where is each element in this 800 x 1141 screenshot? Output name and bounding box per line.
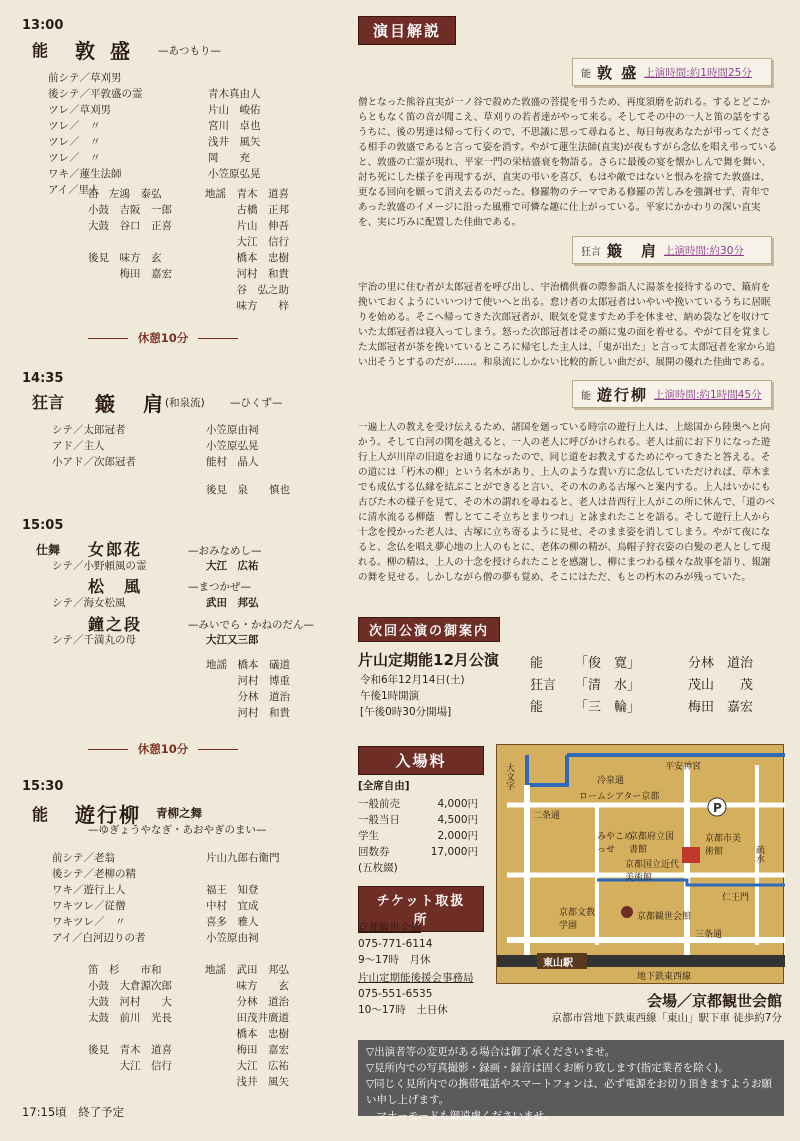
cast-role: シテ／小野頼風の霊 xyxy=(52,560,147,572)
hayashi-list: 笛 杉 市和 小鼓 大倉源次郎 大鼓 河村 大 太鼓 前川 光長 後見 青木 道喜 大江 信行 xyxy=(88,964,172,1072)
cast-row: ツレ／ 〃 宮川 卓也 xyxy=(48,120,261,132)
play-title-atsumori: 敦 盛 xyxy=(75,39,134,63)
next-open: 午後1時開演 xyxy=(360,690,420,702)
next-gate: [午後0時30分開場] xyxy=(360,706,452,718)
tickets-header: チケット取扱所 xyxy=(358,886,484,932)
play-reading: —あつもり— xyxy=(158,45,221,57)
play-title: 鐘之段 xyxy=(88,615,143,634)
kind-noh: 能 xyxy=(32,805,49,824)
map-label: 冷泉通 xyxy=(597,776,625,786)
next-date: 令和6年12月14日(土) xyxy=(360,674,465,686)
desc-atsumori: 僧となった熊谷直実が一ノ谷で殺めた敦盛の菩提を弔うため、再度須磨を訪れる。するとどこからともなく笛の音が聞こえ、草刈りの若者達がやって来る。そしてその中の一人と笛の話をするうちに、後の男達は帰って行くので、不思議に思って尋ねると、毎日毎夜あなたが弔ってくださる相手の敦盛であると言って姿を消す。やがて蓮生法師(直実)が夜もすがら念仏を唱え弔っていると、敦盛の亡霊が現れ、平家一門の栄枯盛衰を物語る。さらに最後の宴を懐かしんで舞を舞い、討ち死にした様子を再現するが、直実の弔いを喜び、もはや敵ではないと恨みを捨てた敦盛は、更なる回向を願って消え去るのだった。修羅物のテーマである修羅の苦しみを強調せず、青年であった敦盛のイメージに沿った風雅で可憐な趣に仕上がっている。平家にかかわりの深い直実を、実に巧みに配置した佳曲である。 xyxy=(358,97,778,228)
cast-name: 大江又三郎 xyxy=(206,634,259,646)
map-label: 京都国立近代美術館 xyxy=(625,860,680,883)
cast-row: ワキ／蓮生法師 小笠原弘晃 xyxy=(48,168,261,180)
seat-info: [全席自由] xyxy=(358,780,410,792)
divider xyxy=(198,749,238,750)
end-time: 17:15頃 終了予定 xyxy=(22,1105,125,1119)
play-reading: —ひくず— xyxy=(230,397,283,409)
next-plays: 能 「俊 寛」 分林 道治 狂言 「清 水」 茂山 茂 能 「三 輪」 梅田 嘉宏 xyxy=(530,656,754,715)
time-1505: 15:05 xyxy=(22,518,64,533)
play-reading: —みいでら・かねのだん— xyxy=(188,619,314,631)
venue-title: 会場／京都観世会館 xyxy=(646,992,782,1010)
map-label: 京都文教学園 xyxy=(559,908,596,931)
next-header: 次回公演の御案内 xyxy=(358,617,500,642)
next-title: 片山定期能12月公演 xyxy=(358,651,499,669)
map-label: 京都市美術館 xyxy=(705,834,742,857)
hayashi-list: 笛 左鴻 泰弘 小鼓 吉阪 一郎 大鼓 谷口 正喜 後見 味方 玄 梅田 嘉宏 xyxy=(88,188,172,280)
map-label: みやこめっせ xyxy=(597,832,634,855)
commentary-header: 演目解説 xyxy=(358,16,456,45)
fees-header: 入場料 xyxy=(358,746,484,775)
venue-map xyxy=(496,744,784,984)
cast-role: シテ／海女松風 xyxy=(52,597,126,609)
map-label: 疏水 xyxy=(754,845,764,863)
play-title-hikuzu: 簸 肩 xyxy=(95,392,167,416)
time-1435: 14:35 xyxy=(22,371,64,386)
map-label: 三条通 xyxy=(695,930,723,940)
jiutai-list: 地謡 武田 邦弘 味方 玄 分林 道治 田茂井廣道 橋本 忠樹 梅田 嘉宏 大江 広祐 浅井 風矢 xyxy=(205,964,289,1088)
ticket-outlets: 京都観世会館 075-771-6114 9～17時 月休 片山定期能後援会事務局 075-551-6535 10～17時 土日休 xyxy=(358,922,474,1016)
map-label: 地下鉄東西線 xyxy=(637,972,692,982)
play-title: 女郎花 xyxy=(88,540,143,559)
kind-noh: 能 xyxy=(32,41,49,60)
venue-marker xyxy=(621,906,633,918)
desc-hikuzu: 宇治の里に住む者が太郎冠者を呼び出し、宇治橋供養の際参詣人に湯茶を接待するので、簸肩を挽いておくようにいいつけて使いへと出る。怠け者の太郎冠者はいやいや挽いているうちに居眠りを始める。そこへ帰ってきた次郎冠者が、眠気を覚ますため手を休ませ、納め袋などを収けていた太郎冠者は寝入ってしまう。怒った次郎冠者はその顔に鬼の面を着せる。やがて目を覚ました太郎冠者が茶を挽いているところに帰宅した主人は、「鬼が出た」と言って太郎冠者を家から追い出そうとするのだが……。和泉流にしかない比較的新しい曲だが、展開の優れた佳曲である。 xyxy=(358,282,776,368)
break-2: 休憩10分 xyxy=(137,742,189,756)
divider xyxy=(88,338,128,339)
cast-row: ツレ／草刈男 片山 峻佑 xyxy=(48,104,261,116)
fee-table: 一般前売 4,000円 一般当日 4,500円 学生 2,000円 回数券 17,000円 (五枚綴) xyxy=(358,798,478,874)
divider xyxy=(198,338,238,339)
map-label: 仁王門 xyxy=(722,893,750,903)
play-subtitle: 青柳之舞 xyxy=(156,806,202,820)
kind-shimai: 仕舞 xyxy=(36,543,61,557)
cast-list: 前シテ／老翁 片山九郎右衛門 後シテ／老柳の精 ワキ／遊行上人 福王 知登 ワキツレ／従僧 中村 宜成 ワキツレ／ 〃 喜多 雅人 アイ／白河辺りの者 小笠原由祠 xyxy=(52,852,280,944)
cast-row: ツレ／ 〃 浅井 風矢 xyxy=(48,136,261,148)
play-title: 松 風 xyxy=(88,577,143,596)
break-1: 休憩10分 xyxy=(137,331,189,345)
koken: 後見 泉 慎也 xyxy=(206,484,290,496)
cast-name: 大江 広祐 xyxy=(206,560,259,572)
map-label: 京都観世会館 xyxy=(637,912,692,922)
play-school: (和泉流) xyxy=(165,397,205,409)
cast-list: 前シテ／草刈男 後シテ／平敦盛の霊 青木真由人 ツレ／草刈男 片山 峻佑 ツレ／ 〃 宮川 卓也 ツレ／ 〃 浅井 風矢 ツレ／ 〃 岡 充 ワキ／蓮生法師 小笠原弘晃 アイ／里人 xyxy=(48,70,288,198)
canal-line xyxy=(527,755,567,785)
desc-yugyo: 一遍上人の教えを受け伝えるため、諸国を廻っている時宗の遊行上人は、上総国から陸奥へと向かう。そして白河の関を越えると、一人の老人に呼びかけられる。老人は前にお下りになった遊行上人が川岸の旧道をお通りになったので、同じ道をお教えするためにやってきたと答える。その道には「朽木の柳」という名木があり、上人のような貴い方に念仏していただければ、草木までも成仏する仏縁を結ぶことができると言い、その木のある古塚へと案内する。上人はいかにも古びた木の様子を見て、その木の謂れを尋ねると、老人は昔西行上人がこの所に休んで、「道のべに清水流るる柳蔭 暫しとてこそ立ちとまりつれ」と詠まれたことを語る。そして遊行上人から十念を授かった老人は、古塚に立ち寄るように見せ、そのまま姿を消してしまう。やがて夜になると、念仏を唱え夢心地の上人のもとに、老体の柳の精が、烏帽子狩衣姿の白髪の老人として現れる。柳の精は、上人の十念を授けられたことを感謝し、柳にまつわる様々な故事を語り、報謝の舞を見せる。しかしながら僧の夢も覚め、そこにはただ、もとの朽木のみが残っていた。 xyxy=(358,422,775,583)
kind-kyogen: 狂言 xyxy=(32,393,65,412)
jiutai-list: 地謡 青木 道喜 古橋 正邦 片山 伸吾 大江 信行 橋本 忠樹 河村 和貴 谷 弘之助 味方 梓 xyxy=(205,188,289,312)
map-label: 平安神宮 xyxy=(665,762,702,772)
map-label: ロームシアター京都 xyxy=(579,792,660,802)
svg-text:P: P xyxy=(713,801,722,815)
cast-name: 武田 邦弘 xyxy=(206,597,259,609)
play-badge-yugyo: 能 遊行柳 上演時間:約1時間45分 xyxy=(572,380,772,408)
time-1530: 15:30 xyxy=(22,779,64,794)
divider xyxy=(88,749,128,750)
map-label: 大文字 xyxy=(504,763,514,790)
map-label: 京都府立図書館 xyxy=(629,832,675,855)
map-label: 二条通 xyxy=(533,811,561,821)
time-1300: 13:00 xyxy=(22,18,64,33)
map-label: 東山駅 xyxy=(543,958,573,969)
play-reading: —おみなめし— xyxy=(188,545,262,557)
play-reading: —ゆぎょうやなぎ・あおやぎのまい— xyxy=(88,824,267,836)
cast-row: ツレ／ 〃 岡 充 xyxy=(48,152,250,164)
play-title-yugyo: 遊行柳 xyxy=(75,803,141,827)
notice-box: ▽出演者等の変更がある場合は御了承くださいませ。 ▽見所内での写真撮影・録画・録音は固くお断り致します(指定業者を除く)。 ▽同じく見所内での携帯電話やスマートフォンは、必ず電源をお切り頂きますようお願い申し上げます。 マナーモードも御遠慮くださいませ。 xyxy=(358,1040,784,1116)
cast-role: シテ／千満丸の母 xyxy=(52,634,136,646)
jiutai-list: 地謡 橋本 礒道 河村 博重 分林 道治 河村 和貴 xyxy=(206,659,290,719)
cast-row: 後シテ／平敦盛の霊 青木真由人 xyxy=(48,88,261,100)
cast-list: シテ／太郎冠者 小笠原由祠 アド／主人 小笠原弘晃 小アド／次郎冠者 能村 晶人 xyxy=(52,424,259,468)
play-badge-hikuzu: 狂言 簸 肩 上演時間:約30分 xyxy=(572,236,772,264)
play-reading: —まつかぜ— xyxy=(188,581,251,593)
venue-access: 京都市営地下鉄東西線「東山」駅下車 徒歩約7分 xyxy=(551,1012,782,1024)
play-badge-atsumori: 能 敦 盛 上演時間:約1時間25分 xyxy=(572,58,772,86)
